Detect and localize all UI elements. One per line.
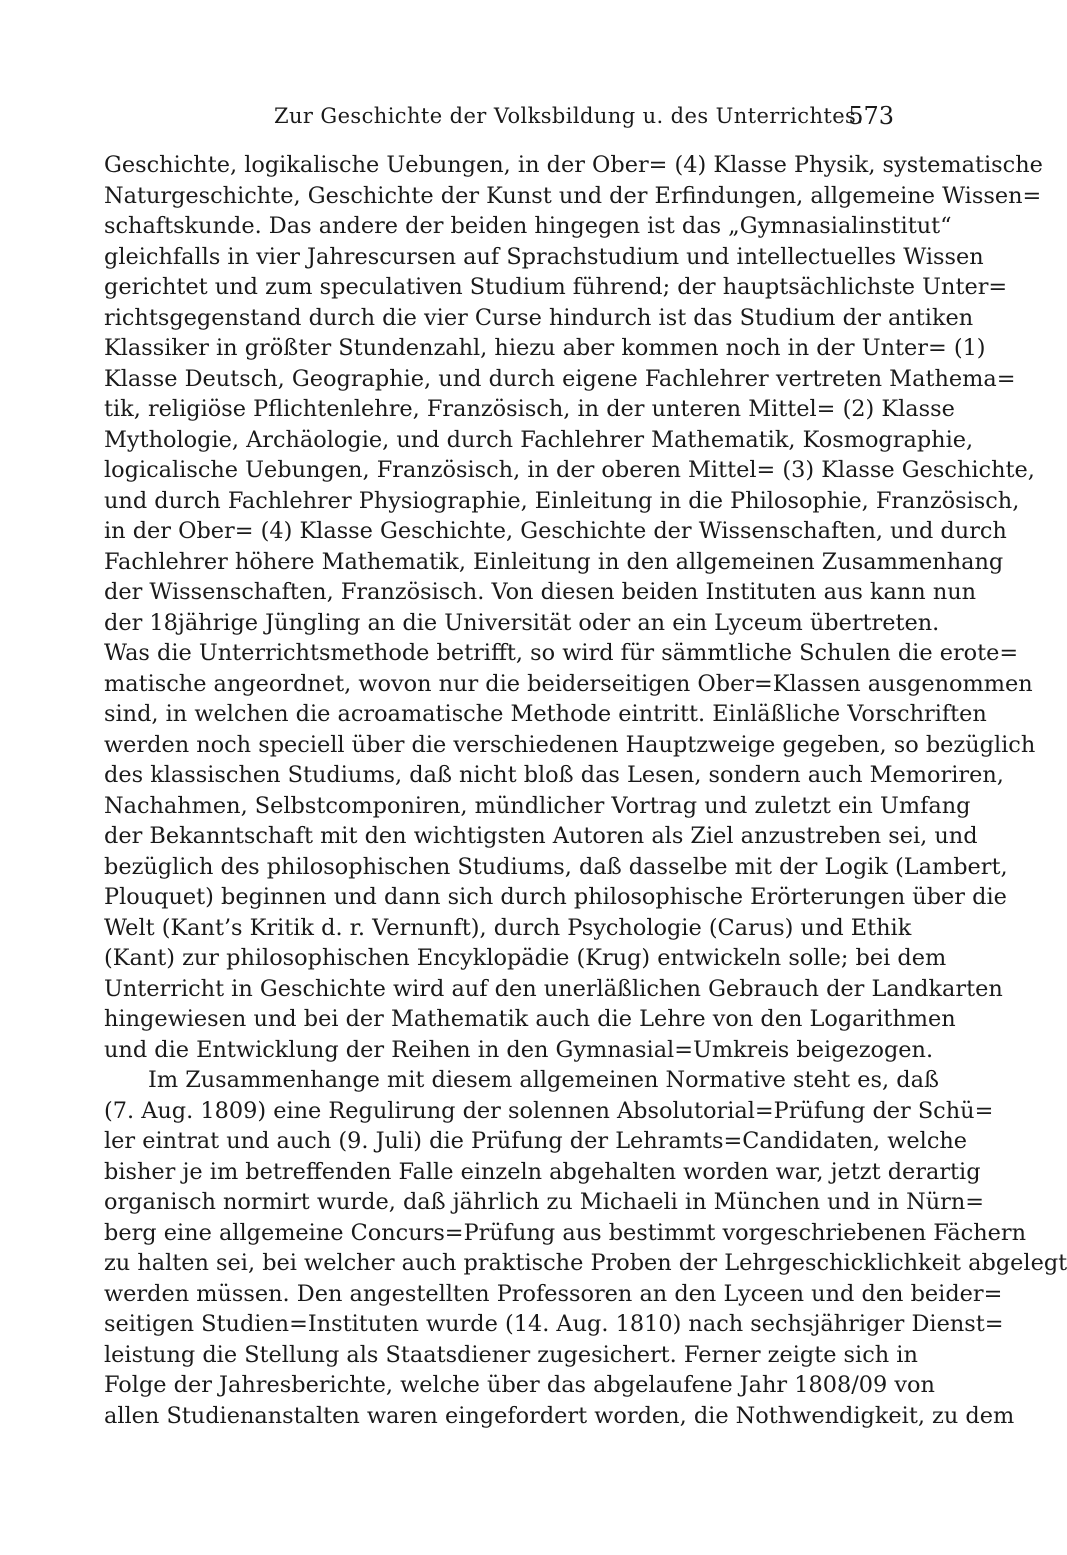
- text-line: Klassiker in größter Stundenzahl, hiezu aber kommen noch in der Unter= (1): [104, 335, 986, 361]
- text-line: Nachahmen, Selbstcomponiren, mündlicher Vortrag und zuletzt ein Umfang: [104, 792, 971, 819]
- text-line: logicalische Uebungen, Französisch, in der oberen Mittel= (3) Klasse Geschichte,: [104, 457, 1035, 483]
- text-line: tik, religiöse Pflichtenlehre, Französisch, in der unteren Mittel= (2) Klasse: [104, 396, 955, 422]
- text-line: Naturgeschichte, Geschichte der Kunst und der Erfindungen, allgemeine Wissen=: [104, 182, 1042, 209]
- text-line: der Bekanntschaft mit den wichtigsten Autoren als Ziel anzustreben sei, und: [104, 823, 978, 849]
- text-line: richtsgegenstand durch die vier Curse hindurch ist das Studium der antiken: [104, 304, 974, 331]
- text-line: ler eintrat und auch (9. Juli) die Prüfung der Lehramts=Candidaten, welche: [104, 1128, 968, 1154]
- text-line: (Kant) zur philosophischen Encyklopädie (Krug) entwickeln solle; bei dem: [104, 945, 947, 971]
- running-head-title: Zur Geschichte der Volksbildung u. des Unterrichtes.: [274, 104, 864, 128]
- text-line: Unterricht in Geschichte wird auf den unerläßlichen Gebrauch der Landkarten: [104, 975, 1003, 1002]
- text-line: berg eine allgemeine Concurs=Prüfung aus bestimmt vorgeschriebenen Fächern: [104, 1219, 1027, 1246]
- text-line: bisher je im betreffenden Falle einzeln abgehalten worden war, jetzt derartig: [104, 1158, 981, 1185]
- text-line: werden müssen. Den angestellten Professoren an den Lyceen und den beider=: [104, 1280, 1003, 1307]
- page-number: 573: [848, 102, 894, 130]
- running-head: [104, 102, 894, 138]
- text-line: Was die Unterrichtsmethode betrifft, so wird für sämmtliche Schulen die erote=: [104, 640, 1019, 666]
- text-line: Folge der Jahresberichte, welche über das abgelaufene Jahr 1808/09 von: [104, 1372, 935, 1398]
- text-line: gerichtet und zum speculativen Studium führend; der hauptsächlichste Unter=: [104, 274, 1008, 300]
- text-line: Mythologie, Archäologie, und durch Fachlehrer Mathematik, Kosmographie,: [104, 426, 974, 453]
- text-line: bezüglich des philosophischen Studiums, daß dasselbe mit der Logik (Lambert,: [104, 853, 1008, 880]
- text-line: werden noch speciell über die verschiedenen Hauptzweige gegeben, so bezüglich: [104, 731, 1036, 758]
- text-line: leistung die Stellung als Staatsdiener zugesichert. Ferner zeigte sich in: [104, 1341, 918, 1368]
- text-line: und die Entwicklung der Reihen in den Gymnasial=Umkreis beigezogen.: [104, 1036, 934, 1063]
- text-line: (7. Aug. 1809) eine Regulirung der solennen Absolutorial=Prüfung der Schü=: [104, 1097, 994, 1124]
- text-line: Klasse Deutsch, Geographie, und durch eigene Fachlehrer vertreten Mathema=: [104, 365, 1016, 392]
- text-line: des klassischen Studiums, daß nicht bloß das Lesen, sondern auch Memoriren,: [104, 762, 1004, 788]
- text-line: organisch normirt wurde, daß jährlich zu Michaeli in München und in Nürn=: [104, 1189, 985, 1215]
- text-line: hingewiesen und bei der Mathematik auch die Lehre von den Logarithmen: [104, 1006, 956, 1032]
- text-line: seitigen Studien=Instituten wurde (14. Aug. 1810) nach sechsjähriger Dienst=: [104, 1311, 1004, 1337]
- text-line: schaftskunde. Das andere der beiden hingegen ist das „Gymnasialinstitut“: [104, 213, 952, 239]
- text-line: in der Ober= (4) Klasse Geschichte, Geschichte der Wissenschaften, und durch: [104, 518, 1007, 544]
- text-line: allen Studienanstalten waren eingefordert worden, die Nothwendigkeit, zu dem: [104, 1402, 1015, 1429]
- text-line: sind, in welchen die acroamatische Methode eintritt. Einläßliche Vorschriften: [104, 701, 987, 727]
- text-line: gleichfalls in vier Jahrescursen auf Sprachstudium und intellectuelles Wissen: [104, 243, 984, 270]
- text-line: der 18jährige Jüngling an die Universität oder an ein Lyceum übertreten.: [104, 609, 940, 636]
- text-line: zu halten sei, bei welcher auch praktische Proben der Lehrgeschicklichkeit abgelegt: [104, 1250, 1067, 1276]
- text-line: der Wissenschaften, Französisch. Von diesen beiden Instituten aus kann nun: [104, 579, 977, 605]
- text-line: und durch Fachlehrer Physiographie, Einleitung in die Philosophie, Französisch,: [104, 487, 1020, 514]
- text-line: matische angeordnet, wovon nur die beiderseitigen Ober=Klassen ausgenommen: [104, 670, 1033, 697]
- text-line: Plouquet) beginnen und dann sich durch philosophische Erörterungen über die: [104, 884, 1007, 910]
- text-line: Welt (Kant’s Kritik d. r. Vernunft), durch Psychologie (Carus) und Ethik: [104, 914, 912, 941]
- text-line: Fachlehrer höhere Mathematik, Einleitung in den allgemeinen Zusammenhang: [104, 548, 1004, 575]
- body-text: [104, 150, 1067, 1429]
- text-line: Geschichte, logikalische Uebungen, in der Ober= (4) Klasse Physik, systematische: [104, 152, 1043, 178]
- text-line: Im Zusammenhange mit diesem allgemeinen Normative steht es, daß: [148, 1067, 939, 1093]
